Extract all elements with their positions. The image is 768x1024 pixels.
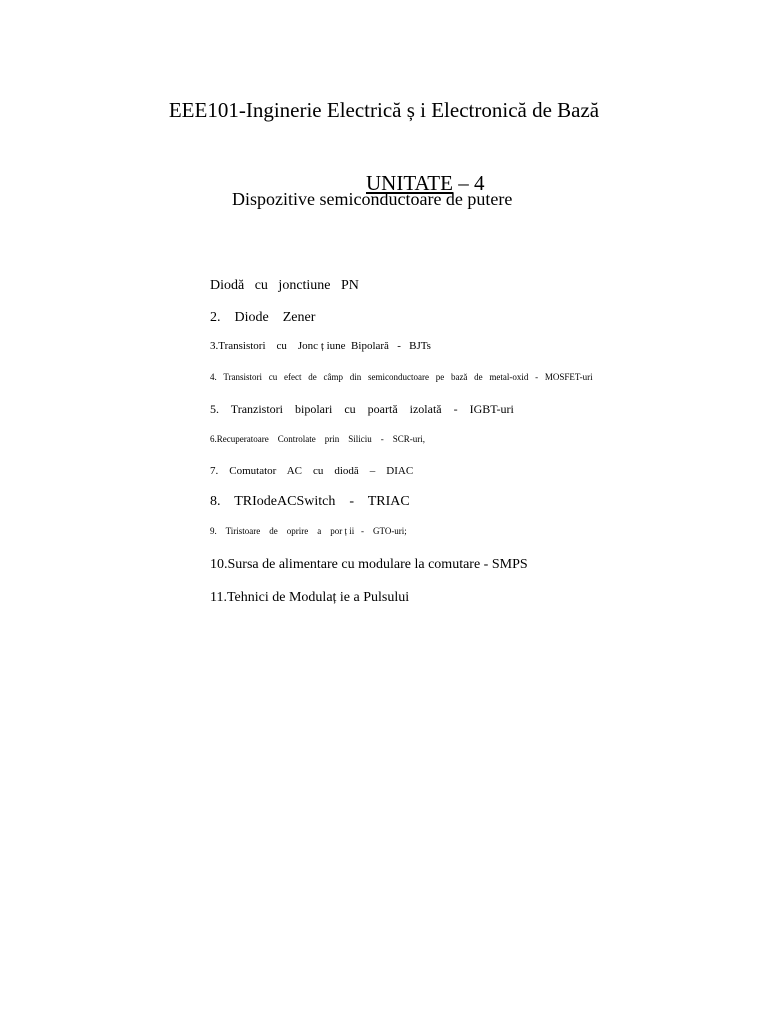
list-item: 4. Transistori cu efect de câmp din semiconductoare pe bază de metal-oxid - MOSFET-uri	[210, 372, 593, 382]
list-item: 6.Recuperatoare Controlate prin Siliciu - SCR-uri,	[210, 434, 425, 444]
unit-number: – 4	[452, 171, 485, 195]
list-item: 11.Tehnici de Modulaț ie a Pulsului	[210, 590, 410, 605]
list-item: 3.Transistori cu Jonc ț iune Bipolară - BJTs	[210, 340, 431, 352]
document-subtitle: Dispozitive semiconductoare de putere	[232, 189, 513, 209]
list-item: 5. Tranzistori bipolari cu poartă izolată - IGBT-uri	[210, 402, 514, 416]
list-item: 2. Diode Zener	[210, 310, 316, 325]
list-item: Diodă cu jonctiune PN	[210, 278, 359, 293]
list-item: 10.Sursa de alimentare cu modulare la comutare - SMPS	[210, 557, 528, 572]
list-item: 9. Tiristoare de oprire a por ț ii - GTO-uri;	[210, 526, 407, 536]
list-item: 7. Comutator AC cu diodă – DIAC	[210, 465, 414, 477]
unit-label: UNITATE	[366, 171, 453, 195]
list-item: 8. TRIodeACSwitch - TRIAC	[210, 494, 410, 509]
document-title: EEE101-Inginerie Electrică ș i Electronică de Bază	[168, 98, 600, 122]
